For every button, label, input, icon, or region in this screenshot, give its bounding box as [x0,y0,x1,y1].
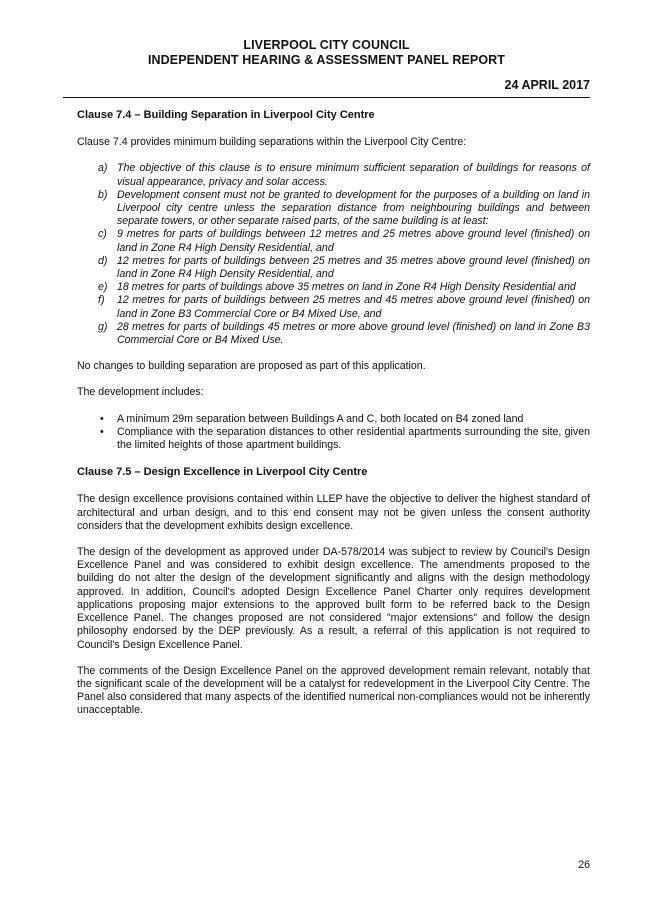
list-item-text: 12 metres for parts of buildings between 25 metres and 45 metres above ground level (finished) on land in Zone B3 Commercial Core or B4 Mixed Use, and [117,294,590,320]
list-item-text: 9 metres for parts of buildings between 12 metres and 25 metres above ground level (finished) on land in Zone R4 High Density Residential, and [117,228,590,254]
bullet-item [77,413,590,426]
list-item-label: b) [98,188,108,201]
list-item-label: e) [98,281,108,294]
header-divider [63,97,590,98]
design-excellence-paragraph-2: The design of the development as approved under DA-578/2014 was subject to review by Council's Design Excellence Panel and was considered to exhibit design excellence. The amendments proposed to the building do not alter the design of the development significantly and aligns with the design methodology approved. In addition, Council's adopted Design Excellence Panel Charter only requires development applications proposing major extensions to the approved built form to be referred back to the Design Excellence Panel. The changes proposed are not considered "major extensions" and follow the design philosophy endorsed by the DEP previously. As a result, a referral of this application is not required to Council's Design Excellence Panel. [77,546,590,651]
clause-7-5-heading: Clause 7.5 – Design Excellence in Liverpool City Centre [77,466,368,479]
list-item-text: 28 metres for parts of buildings 45 metres or more above ground level (finished) on land in Zone B3 Commercial Core or B4 Mixed Use. [117,320,590,347]
list-item-text: 18 metres for parts of buildings above 35 metres on land in Zone R4 High Density Residential and [117,281,576,294]
list-item [77,162,590,188]
list-item [77,255,590,281]
list-item-text: The objective of this clause is to ensure minimum sufficient separation of buildings for reasons of visual appearance, privacy and solar access. [117,162,590,188]
development-bullet-list [77,413,590,453]
list-item [77,281,590,294]
list-item [77,321,590,347]
report-header-council: LIVERPOOL CITY COUNCIL [243,38,410,52]
list-item-label: d) [98,254,108,267]
list-item-label: a) [98,162,108,175]
bullet-item [77,426,590,452]
bullet-text: A minimum 29m separation between Buildings A and C, both located on B4 zoned land [117,412,524,425]
design-excellence-paragraph-1: The design excellence provisions contained within LLEP have the objective to deliver the highest standard of architectural and urban design, and to this end consent may not be given unless the consent authority considers that the development exhibits design excellence. [77,493,590,532]
includes-paragraph: The development includes: [77,386,204,399]
list-item-label: c) [98,228,107,241]
clause-7-4-list [77,162,590,347]
report-date: 24 APRIL 2017 [504,78,590,92]
page-body [77,109,590,731]
bullet-icon: • [100,425,104,438]
clause-7-4-intro: Clause 7.4 provides minimum building separations within the Liverpool City Centre: [77,136,467,149]
list-item-label: f) [98,294,105,307]
list-item-text: Development consent must not be granted to development for the purposes of a building on land in Liverpool city centre unless the separation distance from neighbouring buildings and between separate towers, or other separate raised parts, of the same building is at least: [117,188,590,228]
list-item [77,228,590,254]
list-item-text: 12 metres for parts of buildings between 25 metres and 35 metres above ground level (finished) on land in Zone R4 High Density Residential, and [117,254,590,281]
clause-7-4-heading: Clause 7.4 – Building Separation in Liverpool City Centre [77,109,375,121]
page-number: 26 [578,859,590,871]
list-item [77,189,590,229]
report-header-title: INDEPENDENT HEARING & ASSESSMENT PANEL REPORT [147,53,506,67]
list-item-label: g) [98,320,108,333]
bullet-icon: • [100,412,104,425]
no-changes-paragraph: No changes to building separation are proposed as part of this application. [77,360,426,373]
list-item [77,294,590,320]
design-excellence-paragraph-3: The comments of the Design Excellence Panel on the approved development remain relevant, notably that the significant scale of the development will be a catalyst for redevelopment in the Liverpool City Centre. The Panel also considered that many aspects of the identified numerical non-compliances would not be inherently unacceptable. [77,664,590,717]
bullet-text: Compliance with the separation distances to other residential apartments surrounding the site, given the limited heights of those apartment buildings. [117,425,590,452]
